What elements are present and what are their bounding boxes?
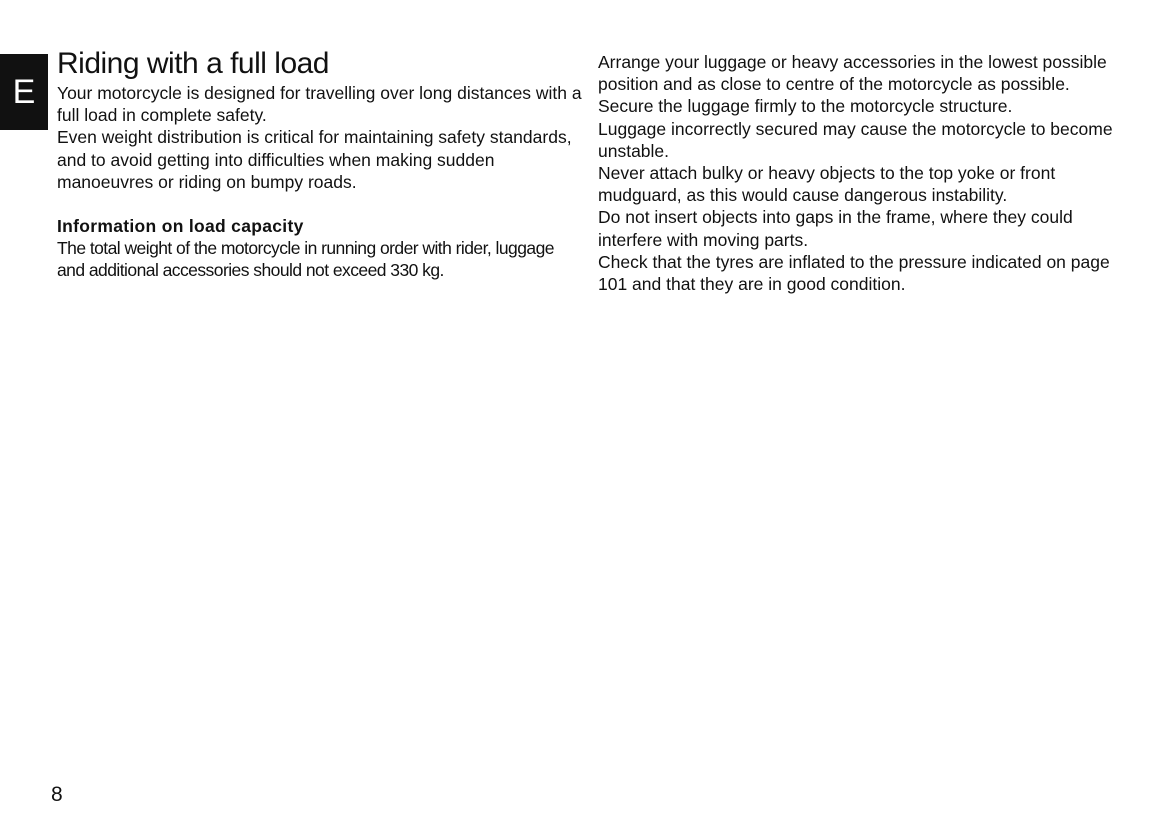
tyre-pressure-paragraph: Check that the tyres are inflated to the pressure indicated on page 101 and that they are in good condition. [598,251,1110,295]
section-title: Riding with a full load [57,47,329,80]
unstable-luggage-paragraph: Luggage incorrectly secured may cause the motorcycle to become unstable. [598,118,1113,161]
luggage-position-paragraph: Arrange your luggage or heavy accessories in the lowest possible position and as close to centre of the motorcycle as possible. [598,52,1107,95]
load-capacity-text: The total weight of the motorcycle in running order with rider, luggage and additional accessories should not exceed 330 kg. [57,238,554,281]
page-number: 8 [51,783,63,806]
secure-luggage-paragraph: Secure the luggage firmly to the motorcycle structure. [598,96,1013,117]
right-column [598,51,1138,295]
left-column [57,46,582,282]
frame-gaps-paragraph: Do not insert objects into gaps in the frame, where they could interfere with moving parts. [598,207,1073,250]
intro-paragraph-1: Your motorcycle is designed for travelling over long distances with a full load in complete safety. [57,83,582,126]
intro-paragraph-2: Even weight distribution is critical for maintaining safety standards, and to avoid getting into difficulties when making sudden manoeuvres or riding on bumpy roads. [57,127,572,192]
load-capacity-heading: Information on load capacity [57,216,304,237]
bulky-objects-paragraph: Never attach bulky or heavy objects to the top yoke or front mudguard, as this would cause dangerous instability. [598,163,1056,206]
language-tab: E [0,54,48,130]
